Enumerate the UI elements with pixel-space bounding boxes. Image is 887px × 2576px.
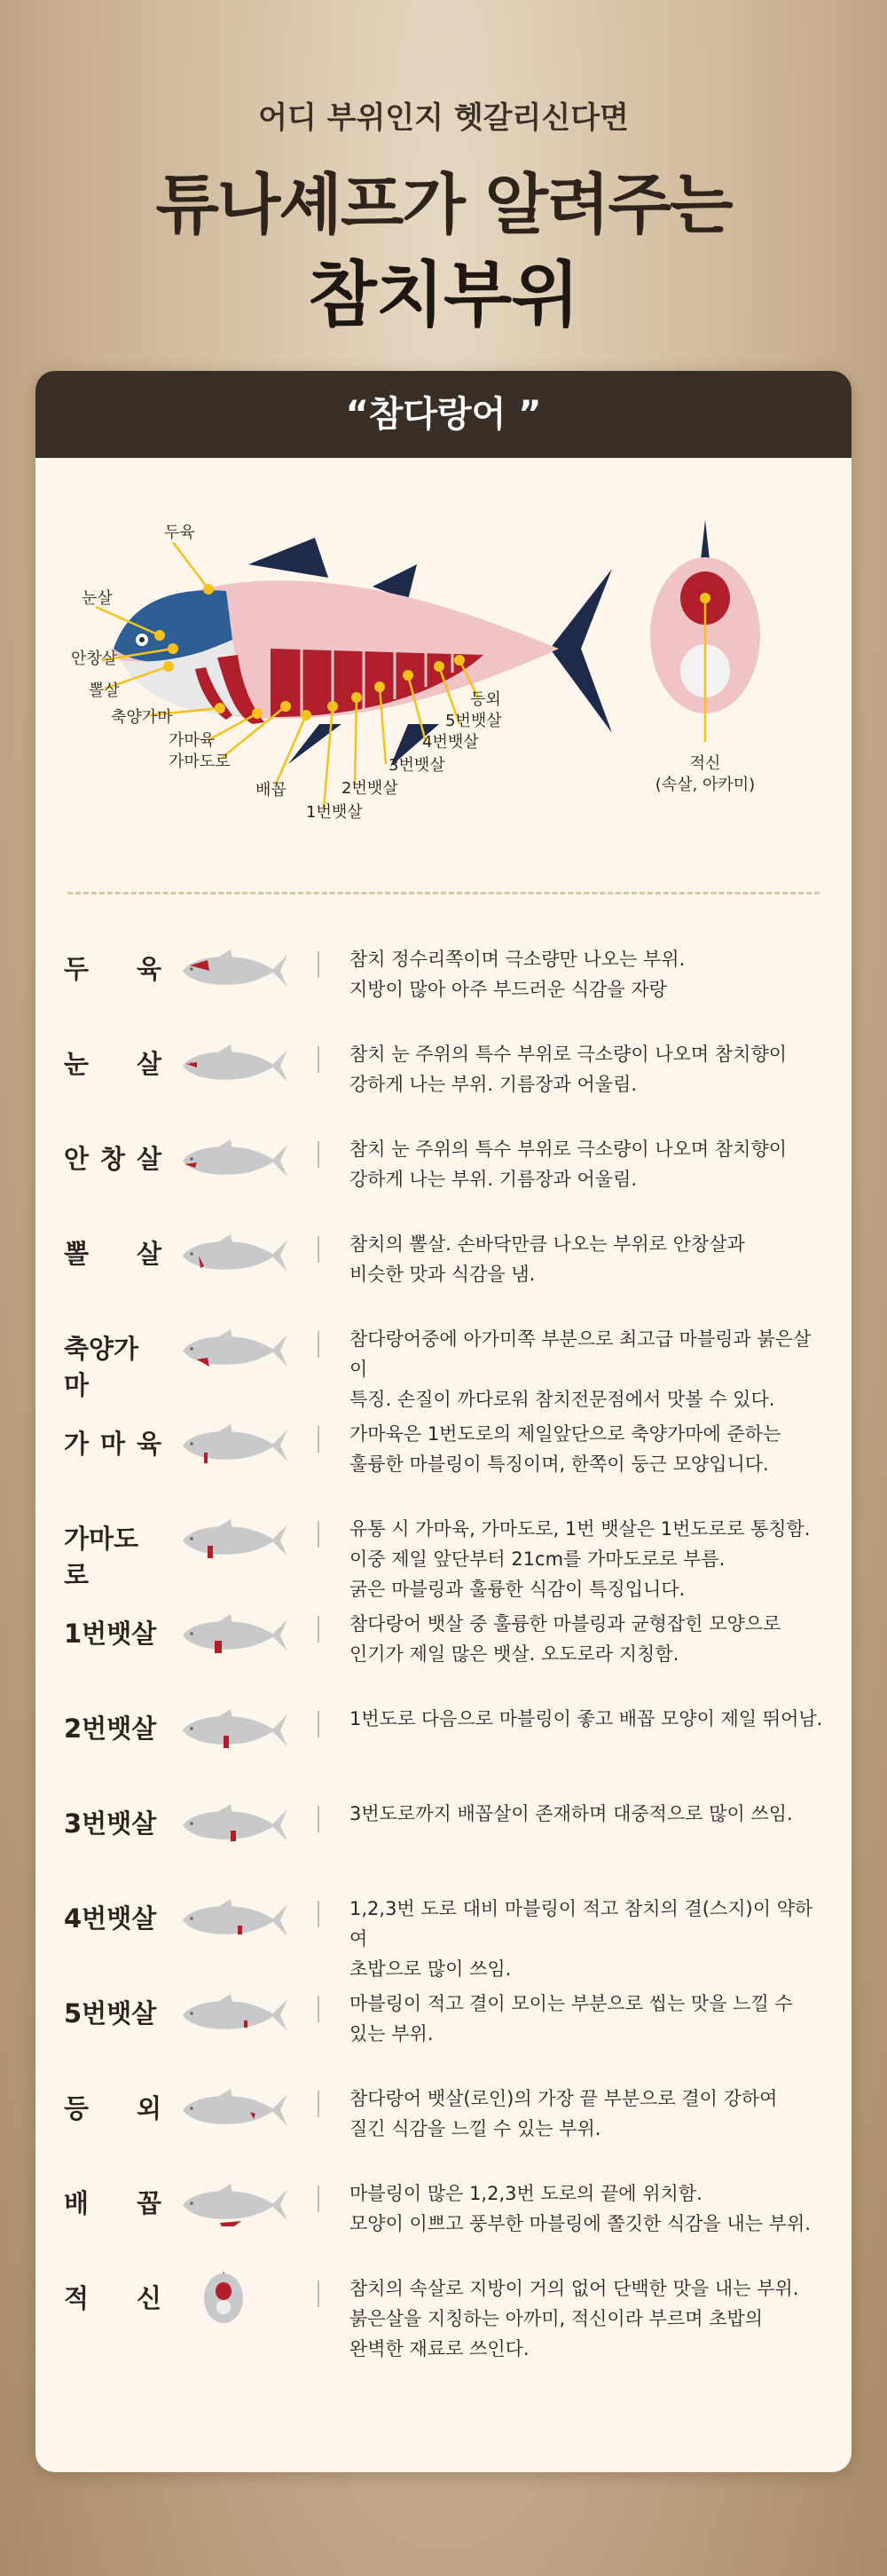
fish-thumbnail: [177, 2082, 291, 2135]
part-row: [35, 1500, 852, 1600]
part-description: 참다랑어 뱃살(로인)의 가장 끝 부분으로 결이 강하여 질긴 식감을 느낄 수 있는 부위.: [349, 2088, 778, 2139]
header-title: 튜나셰프가 알려주는: [155, 167, 732, 243]
part-row: [35, 1310, 852, 1410]
part-name: 등 외: [64, 2093, 161, 2123]
part-description: 참다랑어 뱃살 중 훌륭한 마블링과 균형잡힌 모양으로 인기가 제일 많은 뱃살. 오도로라 지칭함.: [349, 1613, 781, 1665]
label-gamayuk: 가마육: [169, 731, 216, 750]
fish-thumbnail: [177, 1512, 291, 1565]
part-row: [35, 1974, 852, 2069]
fish-thumbnail: [177, 1227, 291, 1280]
pelvic-fin: [288, 724, 341, 764]
part-row: [35, 1215, 852, 1310]
fish-thumbnail: [177, 2177, 291, 2230]
part-description: 마블링이 많은 1,2,3번 도로의 끝에 위치함. 모양이 이쁘고 풍부한 마블링에 쫄깃한 식감을 내는 부위.: [349, 2183, 811, 2234]
part-description: 1,2,3번 도로 대비 마블링이 적고 참치의 결(스지)이 약하여 초밥으로 많이 쓰임.: [349, 1898, 813, 1980]
cross-section-thumbnail: [177, 2272, 291, 2325]
part-description: 참다랑어중에 아가미쪽 부분으로 최고급 마블링과 붉은살이 특징. 손질이 까다로워 참치전문점에서 맛볼 수 있다.: [349, 1328, 812, 1410]
row-separator: [318, 1996, 319, 2022]
row-separator: [318, 1426, 319, 1453]
part-description: 유통 시 가마육, 가마도로, 1번 뱃살은 1번도로로 통칭함. 이중 제일 앞단부터 21cm를 가마도로로 부름. 굵은 마블링과 훌륭한 식감이 특징입니다.: [349, 1518, 811, 1600]
tail-fin: [550, 569, 612, 733]
label-jeoksin-note: (속살, 아카미): [655, 776, 756, 794]
row-separator: [318, 1521, 319, 1548]
part-name: 4번뱃살: [64, 1903, 157, 1934]
header-title-main: 참치부위: [308, 254, 579, 336]
label-deungoe: 등외: [470, 690, 501, 709]
label-b2: 2번뱃살: [341, 779, 398, 798]
part-name: 적 신: [64, 2283, 161, 2313]
row-separator: [318, 2281, 319, 2307]
part-row: [35, 2069, 852, 2164]
label-chukyang: 축양가마: [111, 708, 173, 727]
part-row: [35, 1405, 852, 1500]
row-separator: [318, 1616, 319, 1642]
fish-thumbnail: [177, 1892, 291, 1945]
label-gamadoro: 가마도로: [169, 752, 231, 771]
part-row: [35, 1784, 852, 1879]
part-row: [35, 1025, 852, 1120]
part-row: [35, 2259, 852, 2359]
part-name: 뽈 살: [64, 1239, 161, 1269]
fish-thumbnail: [177, 1987, 291, 2040]
cross-section-fin: [701, 520, 710, 560]
label-b5: 5번뱃살: [445, 712, 502, 730]
part-name: 두 육: [64, 954, 161, 984]
part-description: 참치의 속살로 지방이 거의 없어 단백한 맛을 내는 부위. 붉은살을 지칭하는 아까미, 적신이라 부르며 초밥의 완벽한 재료로 쓰인다.: [349, 2278, 799, 2359]
label-anchang: 안창살: [71, 650, 118, 668]
row-separator: [318, 2186, 319, 2212]
part-row: [35, 1690, 852, 1784]
divider: [67, 892, 820, 894]
row-separator: [318, 1711, 319, 1737]
part-row: [35, 930, 852, 1025]
fish-thumbnail: [177, 1037, 291, 1091]
dorsal-fin: [248, 538, 328, 578]
fish-thumbnail: [177, 1797, 291, 1850]
parts-list: [35, 930, 852, 2359]
fish-thumbnail: [177, 1132, 291, 1186]
part-name: 배 꼽: [64, 2188, 161, 2218]
part-name: 1번뱃살: [64, 1619, 157, 1649]
part-description: 참치 눈 주위의 특수 부위로 극소량이 나오며 참치향이 강하게 나는 부위. 기름장과 어울림.: [349, 1138, 788, 1190]
row-separator: [318, 1331, 319, 1358]
part-name: 눈 살: [64, 1049, 161, 1079]
part-row: [35, 1120, 852, 1215]
header-subtitle: 어디 부위인지 헷갈리신다면: [258, 100, 629, 136]
label-duyuk: 두육: [164, 524, 195, 542]
fish-thumbnail: [177, 1417, 291, 1470]
part-name: 2번뱃살: [64, 1713, 157, 1744]
label-baekkop: 배꼽: [255, 781, 287, 800]
part-name: 안 창 살: [64, 1144, 161, 1174]
fish-thumbnail: [177, 1607, 291, 1660]
label-jeoksin: 적신: [689, 754, 721, 773]
part-description: 마블링이 적고 결이 모이는 부분으로 씹는 맛을 느낄 수 있는 부위.: [349, 1993, 793, 2044]
part-description: 가마육은 1번도로의 제일앞단으로 축양가마에 준하는 훌륭한 마블링이 특징이며, 한쪽이 둥근 모양입니다.: [349, 1423, 781, 1475]
part-description: 참치의 뽈살. 손바닥만큼 나오는 부위로 안창살과 비슷한 맛과 식감을 냄.: [349, 1233, 745, 1285]
part-row: [35, 1879, 852, 1980]
row-separator: [318, 1141, 319, 1168]
label-b4: 4번뱃살: [422, 733, 479, 752]
page-header: [0, 0, 887, 364]
fish-thumbnail: [177, 1322, 291, 1375]
label-nunsal: 눈살: [82, 589, 113, 608]
part-row: [35, 2164, 852, 2259]
part-description: 참치 눈 주위의 특수 부위로 극소량이 나오며 참치향이 강하게 나는 부위. 기름장과 어울림.: [349, 1044, 788, 1095]
card-heading: “참다랑어 ”: [35, 371, 852, 458]
tuna-diagram: [35, 458, 852, 831]
row-separator: [318, 951, 319, 978]
tuna-parts-card: [35, 371, 852, 2472]
row-separator: [318, 1046, 319, 1073]
label-b1: 1번뱃살: [306, 803, 363, 822]
part-name: 5번뱃살: [64, 1998, 157, 2029]
part-description: 1번도로 다음으로 마블링이 좋고 배꼽 모양이 제일 뛰어남.: [349, 1708, 823, 1729]
part-name: 3번뱃살: [64, 1808, 157, 1839]
part-name: 가마도로: [64, 1524, 139, 1590]
fish-thumbnail: [177, 1702, 291, 1755]
row-separator: [318, 1236, 319, 1263]
part-row: [35, 1595, 852, 1690]
part-name: 가 마 육: [64, 1429, 161, 1459]
part-name: 축양가마: [64, 1334, 139, 1400]
row-separator: [318, 1806, 319, 1832]
label-b3: 3번뱃살: [389, 756, 445, 775]
row-separator: [318, 1901, 319, 1927]
part-description: 3번도로까지 배꼽살이 존재하며 대중적으로 많이 쓰임.: [349, 1803, 793, 1824]
row-separator: [318, 2091, 319, 2117]
label-bbolsal: 뽈살: [89, 681, 120, 700]
part-description: 참치 정수리쪽이며 극소량만 나오는 부위. 지방이 많아 아주 부드러운 식감을 자랑: [349, 949, 686, 1000]
fish-thumbnail: [177, 942, 291, 996]
